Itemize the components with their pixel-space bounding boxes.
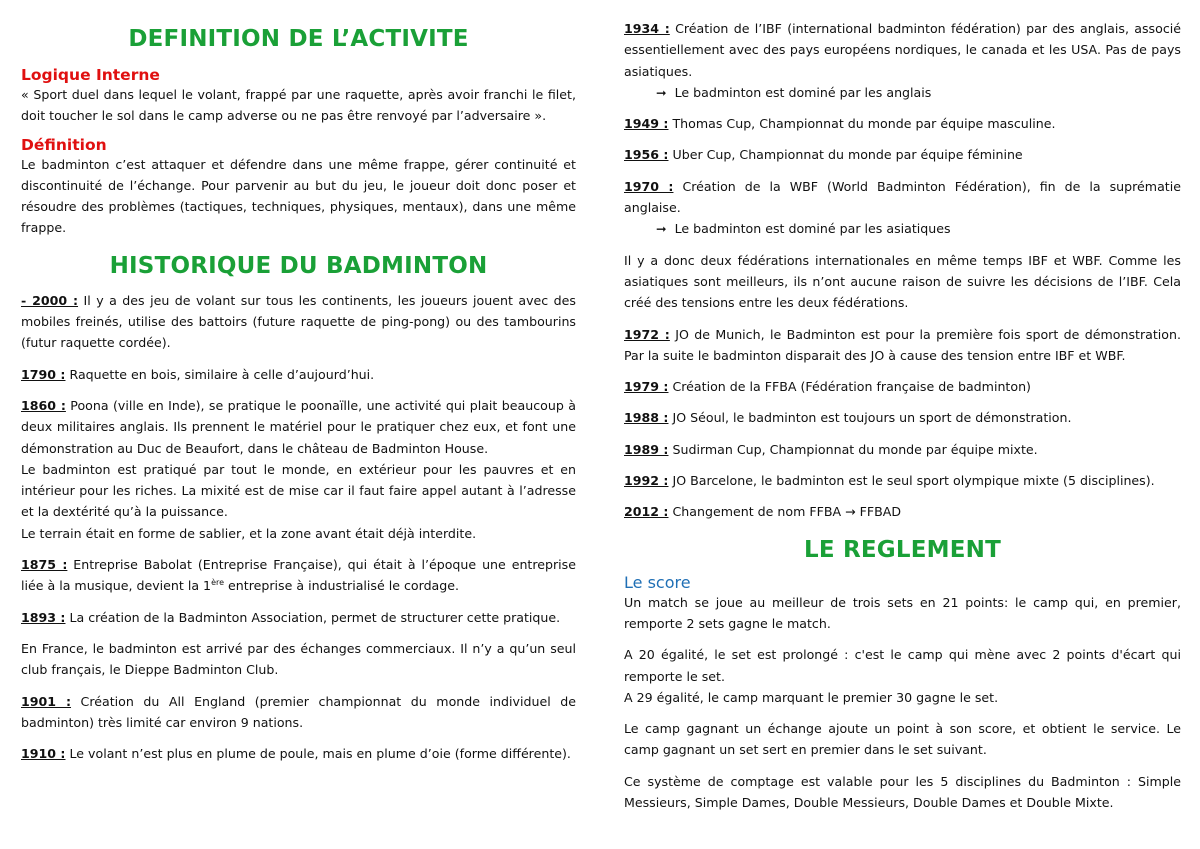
score-paragraph-2a: A 20 égalité, le set est prolongé : c'est le camp qui mène avec 2 points d'écart qui remporte le set. [624, 647, 1181, 684]
event-year: 1992 : [624, 473, 669, 489]
score-paragraph-4: Ce système de comptage est valable pour les 5 disciplines du Badminton : Simple Messieurs, Simple Dames, Double Messieurs, Double Dames et Double Mixte. [624, 773, 1181, 811]
event-text: Poona (ville en Inde), se pratique le poonaïlle, une activité qui plait beaucoup à deux militaires anglais. Ils prennent le matériel pour le pratiquer chez eux, et font une démonstration au Duc de Beaufort, dans le château de Badminton House. [21, 397, 576, 456]
event-1893 [21, 607, 576, 628]
event-year: 1988 : [624, 410, 669, 426]
arrow-line-1970 [624, 218, 1181, 239]
event-year: 1979 : [624, 379, 669, 395]
event-text: JO Séoul, le badminton est toujours un sport de démonstration. [668, 410, 1072, 426]
event-1956 [624, 144, 1181, 165]
score-paragraph-1: Un match se joue au meilleur de trois sets en 21 points: le camp qui, en premier, remporte 2 sets gagne le match. [624, 594, 1181, 631]
right-column [624, 0, 1181, 813]
event-text: JO de Munich, le Badminton est pour la première fois sport de démonstration. Par la suite le badminton disparait des JO à cause des tension entre IBF et WBF. [624, 326, 1181, 363]
event-text: Création de la FFBA (Fédération française de badminton) [668, 379, 1031, 395]
event-year: 1970 : [624, 178, 674, 194]
event-text: Thomas Cup, Championnat du monde par équipe masculine. [668, 116, 1056, 132]
event-1790 [21, 364, 576, 385]
right-arrow-icon: ➞ [656, 84, 667, 100]
arrow-line-1934 [624, 82, 1181, 103]
event-1979 [624, 376, 1181, 397]
right-arrow-icon: ➞ [656, 221, 667, 237]
event-1901 [21, 691, 576, 734]
definition-heading: Définition [21, 135, 107, 154]
event-text: Changement de nom FFBA [668, 504, 846, 520]
event-text: Création du All England (premier championnat du monde individuel de badminton) très limité car environ 9 nations. [21, 693, 576, 730]
score-paragraph-3: Le camp gagnant un échange ajoute un point à son score, et obtient le service. Le camp gagnant un set sert en premier dans le set suivant. [624, 721, 1181, 758]
event-year: 1875 : [21, 557, 68, 573]
event-year: 1956 : [624, 147, 669, 163]
event-year: 2012 : [624, 504, 669, 520]
definition-title: DEFINITION DE L’ACTIVITE [128, 26, 469, 52]
event-1989 [624, 439, 1181, 460]
event-1988 [624, 407, 1181, 428]
event-text: Sudirman Cup, Championnat du monde par équipe mixte. [668, 441, 1038, 457]
event-1972 [624, 324, 1181, 367]
logique-interne-text: « Sport duel dans lequel le volant, frappé par une raquette, après avoir franchi le filet, doit toucher le sol dans le camp adverse ou ne pas être renvoyé par l’adversaire ». [21, 87, 576, 124]
event-text: Raquette en bois, similaire à celle d’aujourd’hui. [65, 366, 375, 382]
event-text: Uber Cup, Championnat du monde par équipe féminine [668, 147, 1023, 163]
event-1970 [624, 176, 1181, 219]
event-text: Entreprise Babolat (Entreprise Française), qui était à l’époque une entreprise liée à la musique, devient la 1 [21, 557, 576, 594]
event-text: La création de la Badminton Association, permet de structurer cette pratique. [65, 609, 561, 625]
event-1934 [624, 18, 1181, 82]
event-year: 1901 : [21, 693, 72, 709]
historique-title: HISTORIQUE DU BADMINTON [109, 252, 488, 279]
right-arrow-icon: → [845, 504, 856, 520]
event-year: 1860 : [21, 397, 66, 413]
event-text: entreprise à industrialisé le cordage. [224, 578, 460, 594]
superscript: ère [211, 578, 225, 588]
event-1992 [624, 470, 1181, 491]
deux-federations-text: Il y a donc deux fédérations internationales en même temps IBF et WBF. Comme les asiatiques sont meilleurs, ils n’ont aucune raison de suivre les décisions de l’IBF. Cela créé des tensions entre les deux fédérations. [624, 252, 1181, 311]
event-year: 1989 : [624, 441, 669, 457]
event-2000 [21, 290, 576, 354]
event-text: Création de l’IBF (international badminton fédération) par des anglais, associé essentiellement avec des pays européens nordiques, le canada et les USA. Pas de pays asiatiques. [624, 21, 1181, 79]
definition-text: Le badminton c’est attaquer et défendre dans une même frappe, gérer continuité et discontinuité de l’échange. Pour parvenir au but du jeu, le joueur doit donc poser et résoudre des problèmes (tactiques, techniques, physiques, mentaux), dans une même frappe. [21, 156, 576, 236]
arrow-text: Le badminton est dominé par les anglais [674, 84, 932, 100]
event-1910 [21, 743, 576, 764]
reglement-title: LE REGLEMENT [804, 536, 1001, 563]
event-1860 [21, 395, 576, 459]
event-year: 1934 : [624, 21, 670, 36]
left-column [21, 0, 576, 764]
event-year: 1972 : [624, 326, 670, 342]
event-2012 [624, 501, 1181, 522]
event-text: JO Barcelone, le badminton est le seul sport olympique mixte (5 disciplines). [668, 473, 1155, 489]
score-heading: Le score [624, 572, 691, 592]
france-text: En France, le badminton est arrivé par des échanges commerciaux. Il n’y a qu’un seul club français, le Dieppe Badminton Club. [21, 640, 576, 678]
event-text: Il y a des jeu de volant sur tous les continents, les joueurs jouent avec des mobiles freinés, utilise des battoirs (future raquette de ping-pong) ou des tambourins (futur raquette cordée). [21, 292, 576, 351]
event-text: Création de la WBF (World Badminton Fédération), fin de la suprématie anglaise. [624, 178, 1181, 216]
event-year: 1893 : [21, 609, 66, 625]
event-text: FFBAD [855, 504, 902, 520]
event-1860-text2: Le badminton est pratiqué par tout le monde, en extérieur pour les pauvres et en intérieur pour les riches. La mixité est de mise car il faut faire appel autant à l’adresse et la dextérité qu’à la puissance. [21, 461, 576, 520]
event-1875 [21, 554, 576, 597]
event-year: 1949 : [624, 116, 669, 132]
event-year: 1910 : [21, 746, 66, 762]
event-text: Le volant n’est plus en plume de poule, mais en plume d’oie (forme différente). [65, 746, 571, 762]
event-1860-text3: Le terrain était en forme de sablier, et la zone avant était déjà interdite. [21, 525, 477, 541]
event-year: 1790 : [21, 366, 66, 382]
event-1949 [624, 113, 1181, 134]
logique-interne-heading: Logique Interne [21, 66, 160, 84]
score-paragraph-2b: A 29 égalité, le camp marquant le premier 30 gagne le set. [624, 689, 999, 705]
arrow-text: Le badminton est dominé par les asiatiques [674, 221, 951, 237]
event-year: - 2000 : [21, 292, 79, 308]
